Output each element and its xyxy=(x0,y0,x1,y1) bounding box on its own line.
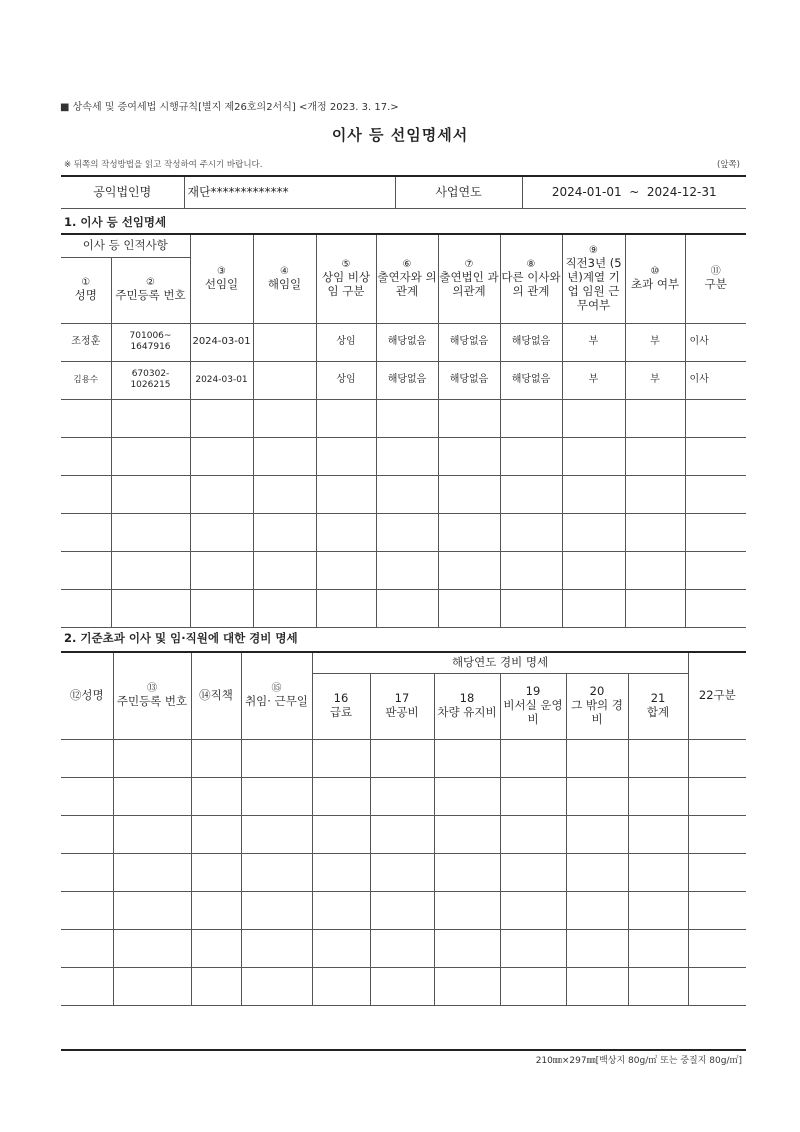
col-fulltime-type: ⑤ 상임 비상임 구분 xyxy=(316,235,376,323)
empty-cell[interactable] xyxy=(253,437,316,475)
empty-cell[interactable] xyxy=(438,437,500,475)
empty-cell[interactable] xyxy=(191,739,241,777)
table-cell: 상임 xyxy=(316,361,376,399)
table-cell: 김용수 xyxy=(61,361,111,399)
empty-cell[interactable] xyxy=(566,777,628,815)
col2-name: ⑫성명 xyxy=(61,653,113,739)
empty-cell[interactable] xyxy=(191,815,241,853)
col-appointment-date: ③ 선임일 xyxy=(190,235,253,323)
empty-cell[interactable] xyxy=(316,513,376,551)
table-cell: 해당없음 xyxy=(500,361,562,399)
empty-cell[interactable] xyxy=(688,929,746,967)
empty-cell[interactable] xyxy=(500,475,562,513)
empty-row xyxy=(61,589,746,627)
empty-cell[interactable] xyxy=(61,739,113,777)
empty-cell[interactable] xyxy=(253,475,316,513)
empty-cell[interactable] xyxy=(241,891,312,929)
empty-cell[interactable] xyxy=(113,777,191,815)
empty-cell[interactable] xyxy=(113,853,191,891)
empty-cell[interactable] xyxy=(191,891,241,929)
empty-cell[interactable] xyxy=(190,551,253,589)
empty-cell[interactable] xyxy=(111,437,190,475)
col-dismissal-date: ④ 해임일 xyxy=(253,235,316,323)
table-row xyxy=(61,361,746,399)
empty-cell[interactable] xyxy=(562,475,625,513)
empty-cell[interactable] xyxy=(438,551,500,589)
empty-cell[interactable] xyxy=(190,513,253,551)
empty-cell[interactable] xyxy=(316,475,376,513)
empty-cell[interactable] xyxy=(312,815,370,853)
empty-cell[interactable] xyxy=(61,513,111,551)
col-other-director-relation: ⑧ 다른 이사와의 관계 xyxy=(500,235,562,323)
empty-cell[interactable] xyxy=(316,551,376,589)
empty-cell[interactable] xyxy=(685,513,746,551)
instruction-notice: ※ 뒤쪽의 작성방법을 읽고 작성하여 주시기 바랍니다. xyxy=(64,160,263,170)
empty-row xyxy=(61,437,746,475)
empty-cell[interactable] xyxy=(434,739,500,777)
empty-cell[interactable] xyxy=(500,967,566,1005)
col2-resident-number: ⑬ 주민등록 번호 xyxy=(113,653,191,739)
table-cell: 해당없음 xyxy=(438,323,500,361)
empty-cell[interactable] xyxy=(376,475,438,513)
empty-cell[interactable] xyxy=(688,967,746,1005)
col-excess-status: ⑩ 초과 여부 xyxy=(625,235,685,323)
table-cell: 상임 xyxy=(316,323,376,361)
empty-cell[interactable] xyxy=(625,513,685,551)
table-cell: 701006~ 1647916 xyxy=(111,323,190,361)
empty-cell[interactable] xyxy=(562,551,625,589)
table-cell: 해당없음 xyxy=(376,323,438,361)
corp-info-table xyxy=(61,177,746,209)
empty-cell[interactable] xyxy=(316,399,376,437)
empty-row xyxy=(61,967,746,1005)
col-category: ⑪ 구분 xyxy=(685,235,746,323)
empty-cell[interactable] xyxy=(376,589,438,627)
bottom-border xyxy=(61,1049,746,1051)
empty-row xyxy=(61,815,746,853)
empty-cell[interactable] xyxy=(625,475,685,513)
empty-cell[interactable] xyxy=(434,853,500,891)
table-cell: 조정훈 xyxy=(61,323,111,361)
empty-cell[interactable] xyxy=(111,589,190,627)
empty-cell[interactable] xyxy=(434,777,500,815)
empty-cell[interactable] xyxy=(685,399,746,437)
empty-cell[interactable] xyxy=(625,551,685,589)
empty-cell[interactable] xyxy=(191,853,241,891)
empty-cell[interactable] xyxy=(376,513,438,551)
empty-cell[interactable] xyxy=(191,929,241,967)
empty-cell[interactable] xyxy=(566,929,628,967)
empty-cell[interactable] xyxy=(111,551,190,589)
empty-cell[interactable] xyxy=(370,929,434,967)
empty-cell[interactable] xyxy=(434,815,500,853)
empty-cell[interactable] xyxy=(111,475,190,513)
col-name: ① 성명 xyxy=(61,257,111,323)
business-year-label: 사업연도 xyxy=(395,177,522,208)
empty-cell[interactable] xyxy=(190,437,253,475)
empty-cell[interactable] xyxy=(628,739,688,777)
empty-cell[interactable] xyxy=(438,475,500,513)
empty-cell[interactable] xyxy=(628,929,688,967)
empty-cell[interactable] xyxy=(685,437,746,475)
empty-cell[interactable] xyxy=(685,589,746,627)
empty-cell[interactable] xyxy=(376,551,438,589)
empty-cell[interactable] xyxy=(685,475,746,513)
empty-cell[interactable] xyxy=(241,929,312,967)
empty-cell[interactable] xyxy=(370,853,434,891)
empty-row xyxy=(61,475,746,513)
regulation-reference: ■ 상속세 및 증여세법 시행규칙[별지 제26호의2서식] <개정 2023. 3. 17.> xyxy=(60,102,399,113)
empty-cell[interactable] xyxy=(370,891,434,929)
table-cell: 해당없음 xyxy=(438,361,500,399)
empty-cell[interactable] xyxy=(566,853,628,891)
empty-cell[interactable] xyxy=(566,739,628,777)
empty-row xyxy=(61,777,746,815)
table-cell: 2024-03-01 xyxy=(190,323,253,361)
empty-cell[interactable] xyxy=(61,589,111,627)
empty-cell[interactable] xyxy=(113,739,191,777)
personal-info-group-header: 이사 등 인적사항 xyxy=(61,235,190,257)
empty-cell[interactable] xyxy=(111,399,190,437)
empty-cell[interactable] xyxy=(500,777,566,815)
table-cell: 부 xyxy=(625,361,685,399)
empty-cell[interactable] xyxy=(61,853,113,891)
empty-row xyxy=(61,891,746,929)
empty-cell[interactable] xyxy=(253,589,316,627)
empty-cell[interactable] xyxy=(61,437,111,475)
empty-cell[interactable] xyxy=(241,815,312,853)
empty-cell[interactable] xyxy=(566,891,628,929)
empty-cell[interactable] xyxy=(61,399,111,437)
empty-cell[interactable] xyxy=(688,777,746,815)
col2-vehicle: 18 차량 유지비 xyxy=(434,673,500,739)
col2-total: 21 합계 xyxy=(628,673,688,739)
empty-cell[interactable] xyxy=(628,815,688,853)
empty-cell[interactable] xyxy=(562,437,625,475)
empty-cell[interactable] xyxy=(113,929,191,967)
empty-cell[interactable] xyxy=(625,399,685,437)
empty-cell[interactable] xyxy=(61,929,113,967)
empty-cell[interactable] xyxy=(688,891,746,929)
empty-cell[interactable] xyxy=(685,551,746,589)
col2-salary: 16 급료 xyxy=(312,673,370,739)
empty-cell[interactable] xyxy=(190,589,253,627)
expense-group-header: 해당연도 경비 명세 xyxy=(312,653,688,673)
empty-cell[interactable] xyxy=(566,967,628,1005)
empty-cell[interactable] xyxy=(312,967,370,1005)
corp-name-value: 재단************* xyxy=(184,177,395,208)
corp-name-label: 공익법인명 xyxy=(61,177,184,208)
empty-cell[interactable] xyxy=(370,777,434,815)
empty-cell[interactable] xyxy=(253,551,316,589)
empty-cell[interactable] xyxy=(241,777,312,815)
empty-cell[interactable] xyxy=(241,853,312,891)
empty-cell[interactable] xyxy=(241,739,312,777)
empty-cell[interactable] xyxy=(434,891,500,929)
empty-cell[interactable] xyxy=(562,589,625,627)
empty-cell[interactable] xyxy=(500,513,562,551)
table-cell: 670302- 1026215 xyxy=(111,361,190,399)
empty-cell[interactable] xyxy=(370,739,434,777)
empty-cell[interactable] xyxy=(688,815,746,853)
col-corp-relation: ⑦ 출연법인 과의관계 xyxy=(438,235,500,323)
empty-cell[interactable] xyxy=(628,967,688,1005)
empty-row xyxy=(61,551,746,589)
section1-title: 1. 이사 등 선임명세 xyxy=(64,215,167,229)
page-side-label: (앞쪽) xyxy=(716,160,740,170)
empty-cell[interactable] xyxy=(438,513,500,551)
empty-cell[interactable] xyxy=(190,475,253,513)
form-title: 이사 등 선임명세서 xyxy=(331,126,469,144)
table-cell: 해당없음 xyxy=(376,361,438,399)
empty-cell[interactable] xyxy=(438,399,500,437)
director-appointment-table xyxy=(61,235,746,628)
empty-cell[interactable] xyxy=(312,853,370,891)
empty-cell[interactable] xyxy=(241,967,312,1005)
empty-cell[interactable] xyxy=(253,513,316,551)
empty-cell[interactable] xyxy=(625,589,685,627)
empty-cell[interactable] xyxy=(500,437,562,475)
empty-cell[interactable] xyxy=(61,551,111,589)
empty-cell[interactable] xyxy=(500,929,566,967)
col2-secretariat: 19 비서실 운영비 xyxy=(500,673,566,739)
empty-cell[interactable] xyxy=(113,891,191,929)
empty-cell[interactable] xyxy=(61,777,113,815)
empty-cell[interactable] xyxy=(500,853,566,891)
col-resident-number: ② 주민등록 번호 xyxy=(111,257,190,323)
empty-cell[interactable] xyxy=(61,815,113,853)
empty-cell[interactable] xyxy=(61,475,111,513)
empty-cell[interactable] xyxy=(190,399,253,437)
empty-cell[interactable] xyxy=(370,967,434,1005)
empty-cell[interactable] xyxy=(61,967,113,1005)
col2-entertainment: 17 판공비 xyxy=(370,673,434,739)
table-cell xyxy=(253,323,316,361)
empty-cell[interactable] xyxy=(628,853,688,891)
empty-row xyxy=(61,739,746,777)
empty-cell[interactable] xyxy=(312,929,370,967)
empty-cell[interactable] xyxy=(113,967,191,1005)
table-cell xyxy=(253,361,316,399)
empty-cell[interactable] xyxy=(500,589,562,627)
empty-cell[interactable] xyxy=(500,891,566,929)
empty-cell[interactable] xyxy=(434,967,500,1005)
empty-cell[interactable] xyxy=(312,777,370,815)
empty-cell[interactable] xyxy=(312,891,370,929)
table-row xyxy=(61,323,746,361)
section2-title: 2. 기준초과 이사 및 임·직원에 대한 경비 명세 xyxy=(64,631,298,645)
empty-cell[interactable] xyxy=(688,739,746,777)
empty-cell[interactable] xyxy=(434,929,500,967)
empty-cell[interactable] xyxy=(370,815,434,853)
empty-cell[interactable] xyxy=(500,739,566,777)
empty-cell[interactable] xyxy=(376,399,438,437)
empty-cell[interactable] xyxy=(191,777,241,815)
col2-category: 22구분 xyxy=(688,653,746,739)
table-cell: 2024-03-01 xyxy=(190,361,253,399)
empty-row xyxy=(61,853,746,891)
table-cell: 부 xyxy=(625,323,685,361)
empty-cell[interactable] xyxy=(688,853,746,891)
empty-cell[interactable] xyxy=(312,739,370,777)
empty-cell[interactable] xyxy=(625,437,685,475)
paper-spec: 210㎜×297㎜[백상지 80g/㎡ 또는 중질지 80g/㎡] xyxy=(535,1056,742,1066)
empty-cell[interactable] xyxy=(562,399,625,437)
expense-detail-table xyxy=(61,653,746,1006)
empty-cell[interactable] xyxy=(191,967,241,1005)
empty-cell[interactable] xyxy=(316,437,376,475)
table-cell: 부 xyxy=(562,361,625,399)
table-cell: 이사 xyxy=(685,323,746,361)
col2-position: ⑭직책 xyxy=(191,653,241,739)
empty-cell[interactable] xyxy=(500,815,566,853)
empty-cell[interactable] xyxy=(628,891,688,929)
empty-row xyxy=(61,399,746,437)
empty-cell[interactable] xyxy=(500,551,562,589)
col-affiliate-history: ⑨ 직전3년 (5년)계열 기업 임원 근무여부 xyxy=(562,235,625,323)
col2-other-expense: 20 그 밖의 경비 xyxy=(566,673,628,739)
empty-cell[interactable] xyxy=(566,815,628,853)
empty-row xyxy=(61,513,746,551)
empty-cell[interactable] xyxy=(113,815,191,853)
empty-cell[interactable] xyxy=(253,399,316,437)
empty-cell[interactable] xyxy=(111,513,190,551)
empty-cell[interactable] xyxy=(500,399,562,437)
table-cell: 해당없음 xyxy=(500,323,562,361)
empty-cell[interactable] xyxy=(376,437,438,475)
empty-cell[interactable] xyxy=(61,891,113,929)
table-cell: 이사 xyxy=(685,361,746,399)
table-cell: 부 xyxy=(562,323,625,361)
col-contributor-relation: ⑥ 출연자와 의 관계 xyxy=(376,235,438,323)
col2-service-date: ⑮ 취임· 근무일 xyxy=(241,653,312,739)
empty-cell[interactable] xyxy=(562,513,625,551)
empty-row xyxy=(61,929,746,967)
empty-cell[interactable] xyxy=(316,589,376,627)
business-year-value: 2024-01-01 ~ 2024-12-31 xyxy=(522,177,746,208)
empty-cell[interactable] xyxy=(438,589,500,627)
empty-cell[interactable] xyxy=(628,777,688,815)
